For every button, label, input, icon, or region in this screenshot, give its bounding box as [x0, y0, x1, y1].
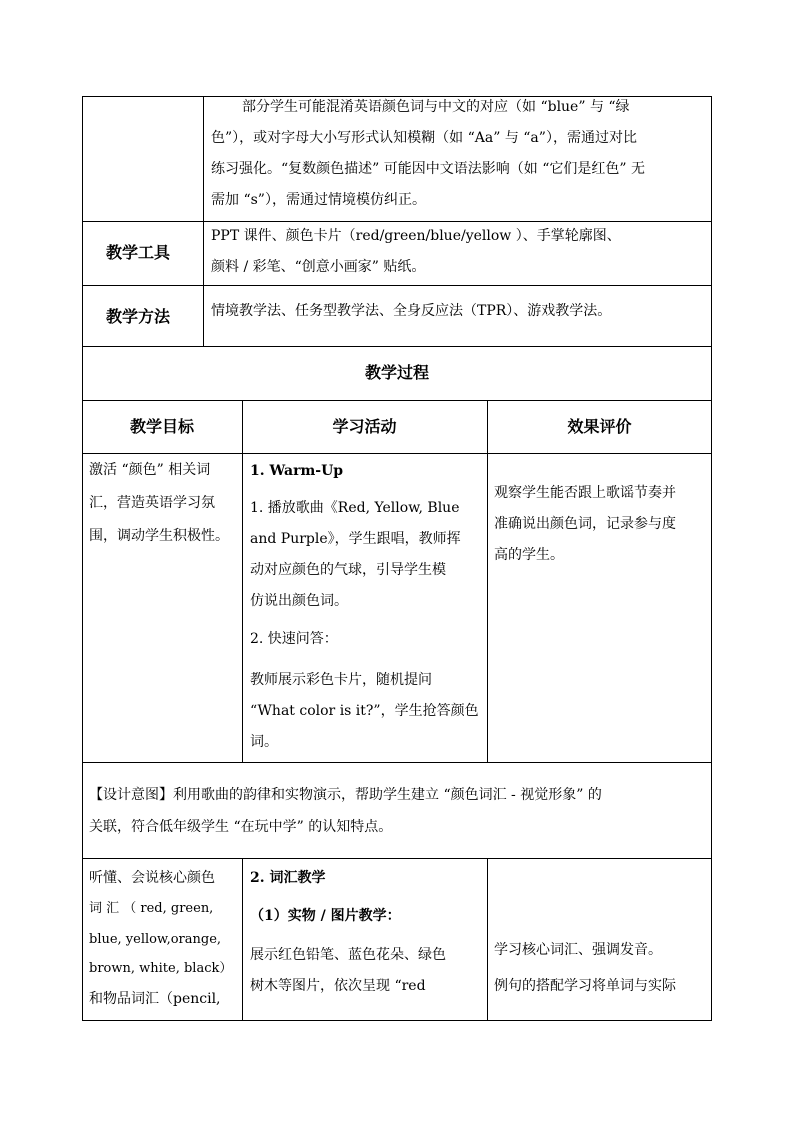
row-divider	[82, 400, 712, 401]
activity-subheading: （1）实物 / 图片教学：	[250, 908, 401, 924]
tools-text-line: PPT 课件、颜色卡片（red/green/blue/yellow ）、手掌轮廓图、	[211, 228, 621, 244]
goal-line: 和物品词汇（pencil,	[89, 991, 221, 1007]
activity-line: “What color is it?”，学生抢答颜色	[250, 703, 479, 719]
column-divider	[242, 858, 243, 1020]
column-divider	[487, 858, 488, 1020]
evaluation-line: 准确说出颜色词，记录参与度	[494, 516, 676, 532]
row-divider	[82, 285, 712, 286]
border-right	[711, 96, 712, 1021]
methods-label: 教学方法	[106, 307, 171, 326]
row-divider	[82, 858, 712, 859]
goal-line: 围，调动学生积极性。	[89, 528, 229, 544]
goal-line: 激活 “颜色” 相关词	[89, 462, 211, 478]
text-line: 练习强化。“复数颜色描述” 可能因中文语法影响（如 “它们是红色” 无	[211, 161, 645, 177]
goal-line: 词 汇 （ red, green,	[89, 901, 214, 916]
evaluation-line: 高的学生。	[494, 547, 564, 563]
border-left	[82, 96, 83, 1021]
activity-line: 仿说出颜色词。	[250, 593, 348, 609]
goal-line: brown, white, black）	[89, 961, 233, 976]
tools-label: 教学工具	[106, 243, 171, 262]
evaluation-line: 观察学生能否跟上歌谣节奏并	[494, 485, 676, 501]
activity-heading: 1. Warm-Up	[250, 463, 344, 479]
evaluation-line: 学习核心词汇、强调发音。	[494, 942, 662, 958]
header-activity: 学习活动	[332, 417, 397, 436]
activity-line: 树木等图片，依次呈现 “red	[250, 978, 426, 994]
activity-line: 1. 播放歌曲《Red, Yellow, Blue	[250, 500, 460, 516]
activity-line: 教师展示彩色卡片，随机提问	[250, 672, 432, 688]
header-goal: 教学目标	[129, 417, 194, 436]
header-evaluation: 效果评价	[567, 417, 632, 436]
activity-line: 2. 快速问答：	[250, 631, 338, 647]
goal-line: 汇，营造英语学习氛	[89, 495, 215, 511]
column-divider	[487, 400, 488, 762]
row-divider	[82, 346, 712, 347]
tools-text-line: 颜料 / 彩笔、“创意小画家” 贴纸。	[211, 259, 426, 275]
row-divider	[82, 221, 712, 222]
text-line: 色”），或对字母大小写形式认知模糊（如 “Aa” 与 “a”），需通过对比	[211, 130, 637, 146]
row-divider	[82, 762, 712, 763]
goal-line: blue, yellow,orange,	[89, 932, 222, 947]
row-divider	[82, 453, 712, 454]
evaluation-line: 例句的搭配学习将单词与实际	[494, 978, 676, 994]
goal-line: 听懂、会说核心颜色	[89, 870, 215, 886]
methods-text: 情境教学法、任务型教学法、全身反应法（TPR）、游戏教学法。	[211, 303, 612, 319]
label-column-divider	[203, 96, 204, 346]
activity-heading: 2. 词汇教学	[250, 870, 326, 886]
border-bottom	[82, 1020, 712, 1021]
border-top	[82, 96, 712, 97]
text-line: 部分学生可能混淆英语颜色词与中文的对应（如 “blue” 与 “绿	[242, 99, 630, 115]
activity-line: and Purple》，学生跟唱，教师挥	[250, 531, 461, 547]
intent-line: 【设计意图】利用歌曲的韵律和实物演示，帮助学生建立 “颜色词汇 - 视觉形象” 的	[89, 787, 602, 803]
column-divider	[242, 400, 243, 762]
activity-line: 展示红色铅笔、蓝色花朵、绿色	[250, 947, 446, 963]
intent-line: 关联，符合低年级学生 “在玩中学” 的认知特点。	[89, 819, 393, 835]
process-title: 教学过程	[364, 363, 429, 382]
activity-line: 动对应颜色的气球，引导学生模	[250, 562, 446, 578]
activity-line: 词。	[250, 734, 278, 750]
text-line: 需加 “s”），需通过情境模仿纠正。	[211, 192, 426, 208]
